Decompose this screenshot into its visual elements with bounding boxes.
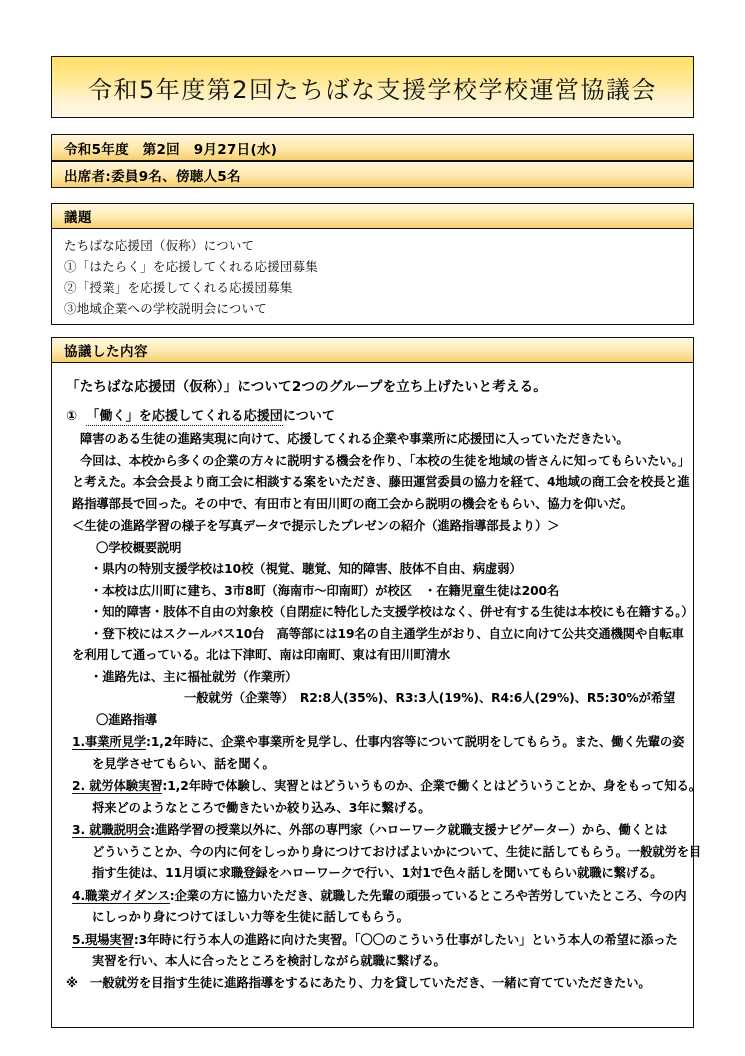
page-title: 令和5年度第2回たちばな支援学校学校運営協議会 (87, 75, 658, 104)
presentation-title: ＜生徒の進路学習の様子を写真データで提示したプレゼンの紹介（進路指導部長より）＞ (72, 519, 560, 533)
guidance-item-label: 5.現場実習 (72, 932, 134, 947)
school-overview-bullet: ・知的障害・肢体不自由の対象校（自閉症に特化した支援学校はなく、併せ有する生徒は本校にも在籍する。） (90, 605, 694, 619)
document-title-box (51, 56, 694, 118)
guidance-item-text: :1,2年時に、企業や事業所を見学し、仕事内容等について説明をしてもらう。また、働く先輩の姿 (146, 735, 685, 749)
employment-stats-line: 一般就労（企業等） R2:8人(35%)、R3:3人(19%)、R4:6人(29%)、R5:30%が希望 (184, 691, 676, 705)
discussion-lead: 「たちばな応援団（仮称）」について2つのグループを立ち上げたいと考える。 (66, 379, 547, 395)
agenda-line: たちばな応援団（仮称）について (64, 238, 255, 253)
guidance-item-text: どういうことか、今の内に何をしっかり身につけておけばよいかについて、生徒に話してもらう。一般就労を目 (92, 844, 702, 859)
career-guidance-header: 〇進路指導 (96, 712, 157, 727)
guidance-item-first-line (64, 930, 685, 952)
guidance-item-first-line (64, 776, 701, 798)
guidance-item (64, 820, 702, 885)
guidance-item-text: 将来どのようなところで働きたいか絞り込み、3年に繋げる。 (92, 800, 431, 815)
guidance-item-text: を見学させてもらい、話を聞く。 (92, 756, 275, 771)
attendees-row (51, 161, 694, 188)
guidance-item-text: 指す生徒は、11月頃に求職登録をハローワークで行い、1対1で色々話しを聞いてもらい就職に繋げる。 (92, 866, 663, 880)
guidance-item-first-line (64, 732, 685, 754)
item1-marker: ① (66, 409, 78, 424)
item1-heading-underlined: 「働く」を応援してくれる応援団 (86, 409, 283, 424)
school-overview-header: 〇学校概要説明 (96, 540, 182, 555)
item1-paragraph: 路指導部長で回った。その中で、有田市と有田川町の商工会から説明の機会をもらい、協力を仰いだ。 (72, 496, 633, 511)
meeting-date-text: 令和5年度 第2回 9月27日(水) (64, 141, 278, 158)
meeting-date-row (51, 134, 694, 161)
item1-heading-tail: について (282, 409, 336, 424)
guidance-item (64, 930, 685, 973)
agenda-line: ②「授業」を応援してくれる応援団募集 (64, 280, 293, 295)
school-overview-bullet: を利用して通っている。北は下津町、南は印南町、東は有田川町清水 (72, 648, 451, 662)
discussion-header-label: 協議した内容 (64, 344, 148, 360)
agenda-header-label: 議題 (64, 210, 92, 226)
guidance-item-text: :3年時に行う本人の進路に向けた実習。「〇〇のこういう仕事がしたい」という本人の希望に添った (133, 932, 678, 947)
guidance-item-text: 実習を行い、本人に合ったところを検討しながら就職に繋げる。 (92, 954, 446, 968)
guidance-item-first-line (64, 820, 685, 842)
guidance-item-text: :企業の方に協力いただき、就職した先輩の頑張っているところや苦労していたところ、今の内 (169, 888, 687, 903)
career-guidance-list (64, 732, 702, 973)
guidance-item-first-line (64, 886, 685, 908)
guidance-item-label: 2. 就労体験実習 (72, 779, 163, 793)
item1-paragraph: 障害のある生徒の進路実現に向けて、応援してくれる企業や事業所に応援団に入っていただきたい。 (80, 432, 629, 446)
guidance-item-text: :進路学習の授業以外に、外部の専門家（ハローワーク就職支援ナビゲーター）から、働くとは (150, 823, 668, 837)
guidance-item (64, 732, 685, 775)
agenda-section-body (51, 229, 694, 325)
discussion-section-body (51, 363, 702, 1028)
agenda-line: ③地域企業への学校説明会について (64, 301, 267, 316)
discussion-footnote: ※ 一般就労を目指す生徒に進路指導をするにあたり、力を貸していただき、一緒に育てていただきたい。 (66, 975, 651, 990)
guidance-item (64, 886, 685, 929)
item1-paragraph: 今回は、本校から多くの企業の方々に説明する機会を作り、「本校の生徒を地域の皆さんに知ってもらいたい。」 (80, 453, 690, 468)
agenda-line: ①「はたらく」を応援してくれる応援団募集 (64, 259, 319, 274)
school-overview-bullet: ・本校は広川町に建ち、3市8町（海南市～印南町）が校区 ・在籍児童生徒は200名 (90, 583, 560, 598)
guidance-item (64, 776, 701, 819)
school-overview-bullet: ・県内の特別支援学校は10校（視覚、聴覚、知的障害、肢体不自由、病虚弱） (90, 562, 522, 576)
guidance-item-label: 4.職業ガイダンス (72, 888, 170, 903)
attendees-text: 出席者:委員9名、傍聴人5名 (64, 168, 241, 185)
guidance-item-text: :1,2年時で体験し、実習とはどういうものか、企業で働くとはどういうことか、身をもって知る。 (162, 779, 701, 793)
agenda-section-header (51, 203, 694, 229)
item1-paragraph: と考えた。本会会長より商工会に相談する案をいただき、藤田運営委員の協力を経て、4地域の商工会を校長と進 (72, 475, 690, 489)
guidance-item-text: にしっかり身につけてほしい力等を生徒に話してもらう。 (92, 910, 409, 924)
guidance-item-label: 3. 就職説明会 (72, 823, 151, 837)
school-overview-bullet: ・登下校にはスクールバス10台 高等部には19名の自主通学生がおり、自立に向けて公共交通機関や自転車 (90, 626, 684, 641)
discussion-section-header (51, 337, 694, 363)
guidance-item-label: 1.事業所見学 (72, 735, 147, 749)
discussion-item1-heading (66, 407, 685, 427)
school-overview-bullet: ・進路先は、主に福祉就労（作業所） (90, 669, 298, 684)
